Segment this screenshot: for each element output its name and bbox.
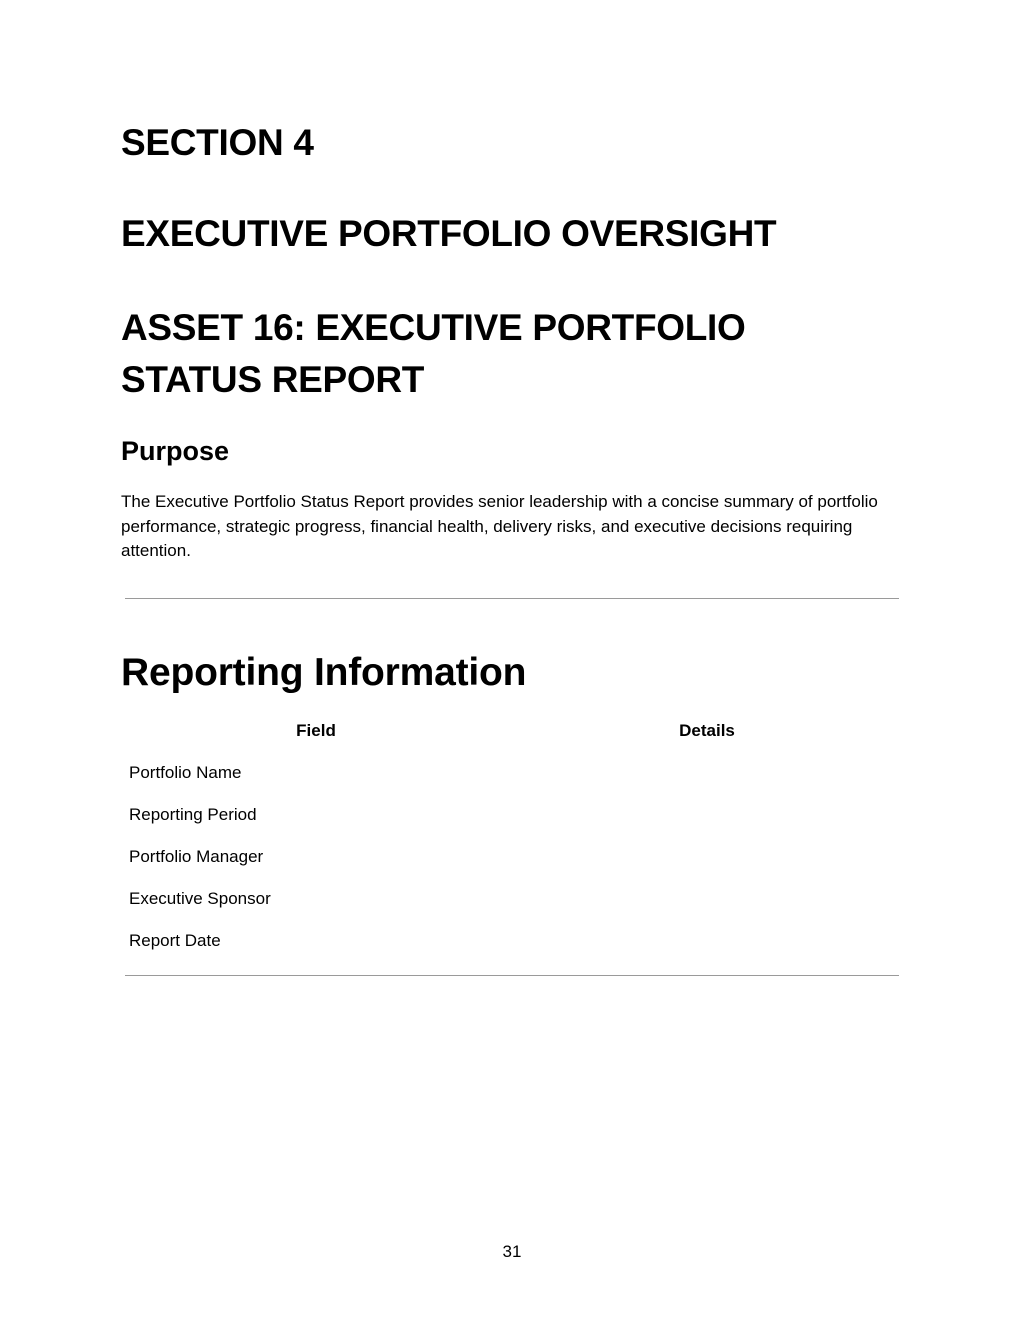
horizontal-divider <box>125 598 899 599</box>
table-row <box>121 878 903 920</box>
column-header-field: Field <box>296 721 336 740</box>
section-heading: SECTION 4 <box>121 122 314 163</box>
field-label: Portfolio Name <box>129 763 242 782</box>
field-label: Reporting Period <box>129 805 257 824</box>
field-details <box>511 920 903 962</box>
reporting-information-table <box>121 710 903 962</box>
horizontal-divider <box>125 975 899 976</box>
section-title: EXECUTIVE PORTFOLIO OVERSIGHT <box>121 213 777 254</box>
page-number: 31 <box>502 1242 522 1261</box>
table-row <box>121 752 903 794</box>
table-row <box>121 920 903 962</box>
field-details <box>511 836 903 878</box>
purpose-heading: Purpose <box>121 436 230 466</box>
field-details <box>511 752 903 794</box>
field-details <box>511 794 903 836</box>
table-row <box>121 794 903 836</box>
field-details <box>511 878 903 920</box>
asset-title: ASSET 16: EXECUTIVE PORTFOLIO STATUS REPORT <box>121 307 746 400</box>
field-label: Portfolio Manager <box>129 847 264 866</box>
field-label: Executive Sponsor <box>129 889 271 908</box>
column-header-details: Details <box>679 721 735 740</box>
purpose-paragraph: The Executive Portfolio Status Report provides senior leadership with a concise summary of portfolio performance, strategic progress, financial health, delivery risks, and executive decisions requiring attention. <box>121 492 878 560</box>
reporting-heading: Reporting Information <box>121 651 527 694</box>
table-header-row <box>121 710 903 752</box>
field-label: Report Date <box>129 931 221 950</box>
table-row <box>121 836 903 878</box>
